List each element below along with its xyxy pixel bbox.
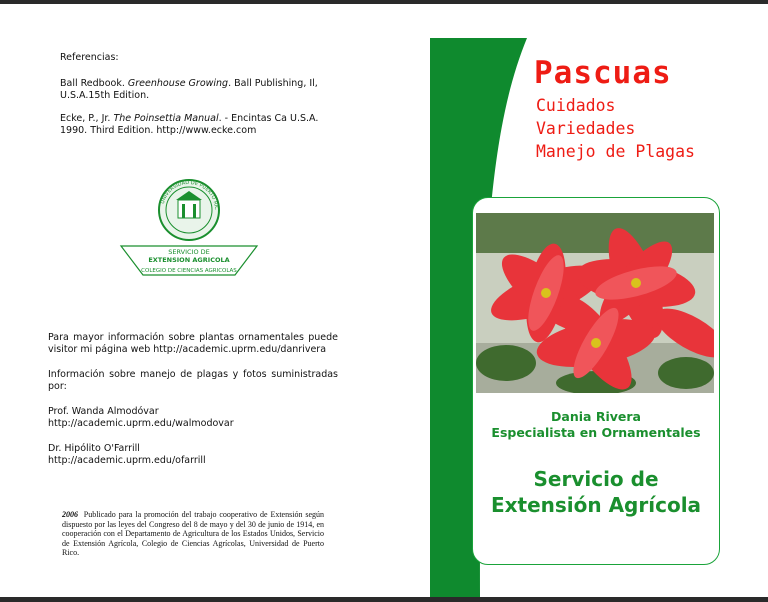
back-cover-panel xyxy=(0,4,384,597)
contact-info-block xyxy=(48,332,338,480)
subtitle-varieties: Variedades xyxy=(536,119,636,138)
author-role: Especialista en Ornamentales xyxy=(491,425,701,440)
contact-2-name: Dr. Hipólito O'Farrill xyxy=(48,443,140,454)
svg-text:UNIVERSIDAD DE PUERTO RICO: UNIVERSIDAD DE PUERTO RIC xyxy=(159,179,220,211)
subtitle-care: Cuidados xyxy=(536,96,616,115)
more-info-text: Para mayor información sobre plantas ornamentales puede visitor mi página web http://academic.uprm.edu/danrivera xyxy=(48,332,338,355)
reference-1-title: Greenhouse Growing xyxy=(127,78,229,89)
logo-line-2: EXTENSION AGRICOLA xyxy=(148,256,230,264)
reference-1 xyxy=(60,78,322,102)
publication-footnote xyxy=(62,510,324,558)
footnote-text: Publicado para la promoción del trabajo cooperativo de Extensión según dispuesto por las leyes del Congreso del 8 de mayo y del 30 de junio de 1914, en cooperación con el Departamento de Agricultura de los Estados Unidos, Servicio de Extensión Agrícola, Colegio de Ciencias Agrícolas, Universidad de Puerto Rico. xyxy=(62,510,325,557)
contact-1-link[interactable]: http://academic.uprm.edu/walmodovar xyxy=(48,418,234,429)
service-title-line-2: Extensión Agrícola xyxy=(490,493,702,517)
footnote-year: 2006 xyxy=(62,510,78,519)
pest-info-text: Información sobre manejo de plagas y fotos suministradas por: xyxy=(48,369,338,392)
reference-2-title: The Poinsettia Manual xyxy=(113,113,219,124)
contact-1 xyxy=(48,406,338,430)
brochure-title: Pascuas xyxy=(534,55,672,91)
reference-2-publisher: . - Encintas Ca U.S.A. 1990. Third Edition. http://www.ecke.com xyxy=(60,113,319,136)
front-cover-panel xyxy=(384,4,768,597)
contact-2-link[interactable]: http://academic.uprm.edu/ofarrill xyxy=(48,455,206,466)
reference-2-author: Ecke, P., Jr. xyxy=(60,113,111,124)
poinsettia-photo xyxy=(476,213,714,393)
reference-1-author: Ball Redbook. xyxy=(60,78,125,89)
bottom-border xyxy=(0,597,768,602)
reference-1-publisher: . Ball Publishing, Il, U.S.A.15th Edition. xyxy=(60,78,318,101)
author-name: Dania Rivera xyxy=(551,409,641,424)
subtitle-pest-management: Manejo de Plagas xyxy=(536,142,695,161)
logo-line-1: SERVICIO DE xyxy=(168,248,210,256)
extension-service-logo xyxy=(118,176,260,280)
reference-2 xyxy=(60,113,322,137)
contact-1-name: Prof. Wanda Almodóvar xyxy=(48,406,159,417)
references-heading: Referencias: xyxy=(60,52,119,63)
logo-line-3: COLEGIO DE CIENCIAS AGRICOLAS xyxy=(141,268,237,274)
references-block xyxy=(60,52,322,148)
service-title-line-1: Servicio de xyxy=(533,467,659,491)
contact-2 xyxy=(48,443,338,467)
